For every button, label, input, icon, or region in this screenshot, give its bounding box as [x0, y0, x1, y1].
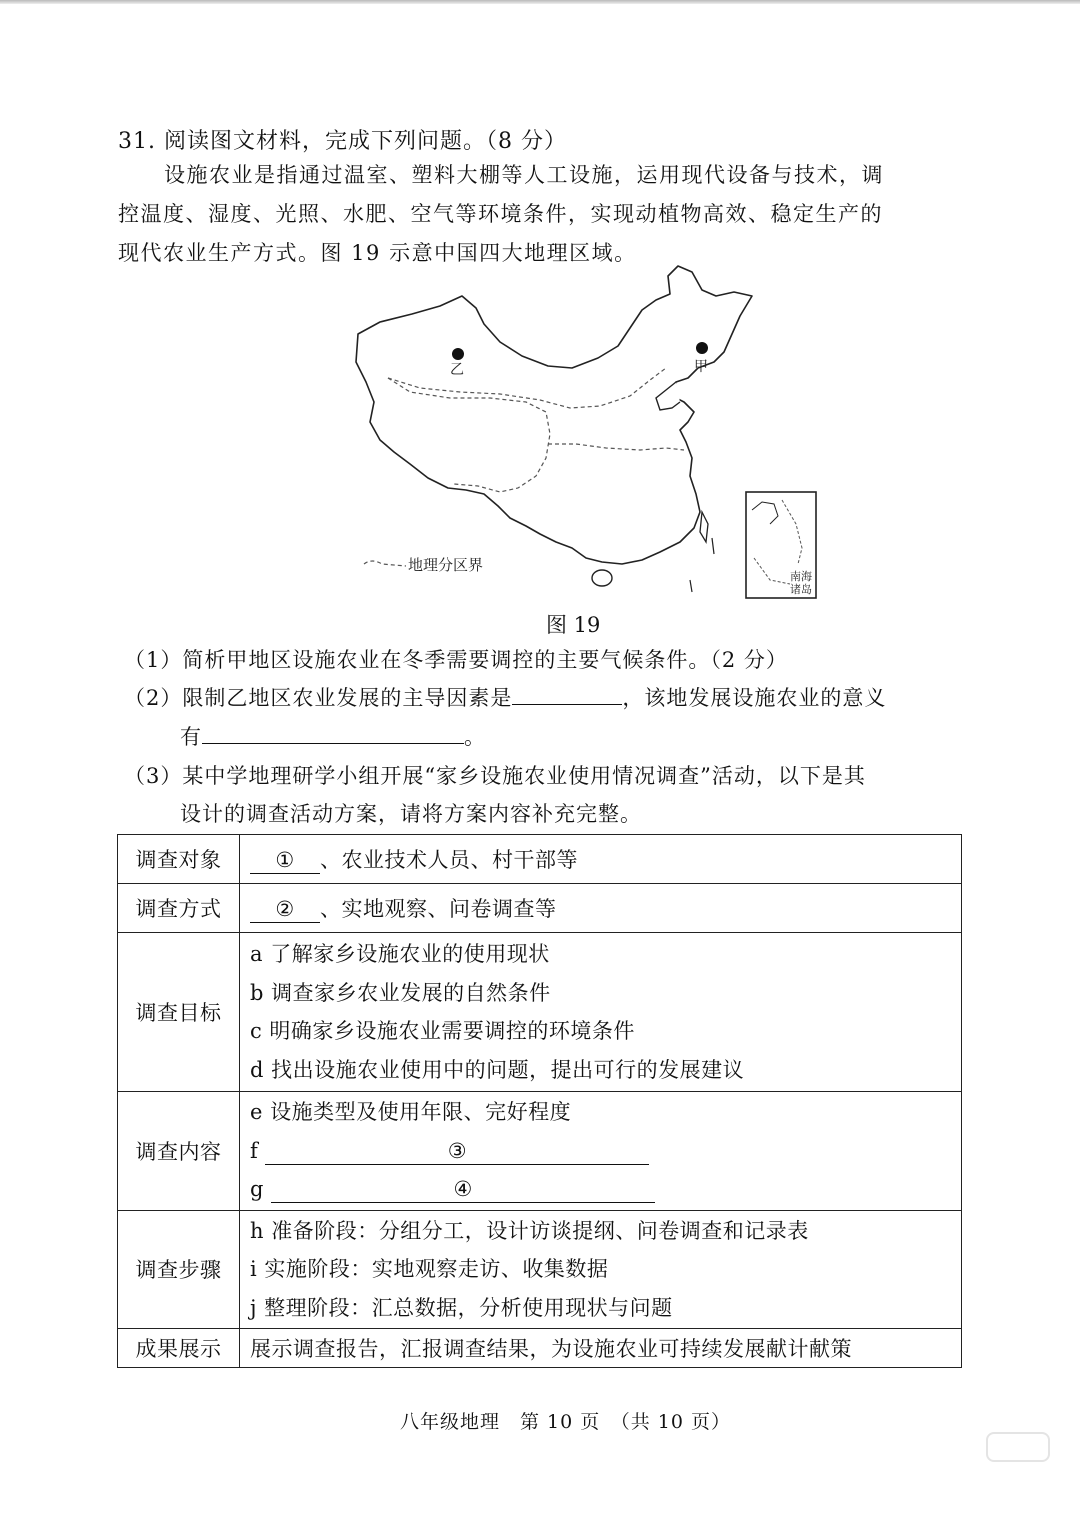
row-content: 展示调查报告，汇报调查结果，为设施农业可持续发展献计献策 — [240, 1329, 962, 1368]
table-row — [118, 1210, 962, 1329]
legend-dash-sample — [364, 561, 406, 566]
china-region-map — [350, 262, 830, 604]
q2-answer-blank — [512, 684, 622, 705]
sub-question-2 — [124, 682, 886, 712]
point-yi-marker — [452, 348, 464, 360]
row-label: 调查内容 — [118, 1092, 240, 1211]
survey-plan-table — [117, 834, 962, 1368]
point-jia-label: 甲 — [694, 359, 708, 375]
goal-item: a 了解家乡设施农业的使用现状 — [250, 942, 550, 966]
paragraph-line: 控温度、湿度、光照、水肥、空气等环境条件，实现动植物高效、稳定生产的 — [118, 202, 883, 226]
q2-line2-prefix: 有 — [180, 725, 202, 749]
row-label: 调查对象 — [118, 835, 240, 884]
legend-label: 地理分区界 — [408, 556, 484, 574]
row-content — [240, 933, 962, 1092]
inset-label-line1: 南海 — [790, 570, 812, 583]
goal-item: c 明确家乡设施农业需要调控的环境条件 — [250, 1019, 635, 1043]
blank-3: ③ — [265, 1138, 649, 1165]
point-yi-label: 乙 — [450, 362, 464, 378]
row-text: 、实地观察、问卷调查等 — [320, 897, 557, 921]
hainan-island — [592, 570, 612, 586]
q2-middle: ，该地发展设施农业的意义 — [622, 686, 887, 710]
inset-label-line2: 诸岛 — [790, 583, 812, 596]
row-label: 调查步骤 — [118, 1210, 240, 1329]
item-prefix: g — [250, 1177, 264, 1201]
row-content — [240, 884, 962, 933]
sub-question-3-line2: 设计的调查活动方案，请将方案内容补充完整。 — [180, 802, 642, 826]
blank-4: ④ — [271, 1176, 655, 1203]
china-outline — [356, 266, 752, 564]
table-row — [118, 933, 962, 1092]
table-row — [118, 835, 962, 884]
row-label: 成果展示 — [118, 1329, 240, 1368]
table-row — [118, 1329, 962, 1368]
content-item-g — [250, 1170, 951, 1209]
q2-prefix: （2）限制乙地区农业发展的主导因素是 — [124, 686, 513, 710]
paragraph-line: 现代农业生产方式。图 19 示意中国四大地理区域。 — [118, 241, 637, 265]
blank-2: ② — [250, 896, 320, 923]
goal-item: d 找出设施农业使用中的问题，提出可行的发展建议 — [250, 1057, 745, 1082]
step-item: j 整理阶段：汇总数据，分析使用现状与问题 — [250, 1295, 673, 1320]
watermark-logo-text — [890, 1478, 1050, 1498]
q2-meaning-blank — [202, 723, 464, 744]
content-item-f — [250, 1132, 951, 1171]
item-prefix: f — [250, 1138, 259, 1163]
paragraph-line: 设施农业是指通过温室、塑料大棚等人工设施，运用现代设备与技术，调 — [164, 163, 884, 187]
goal-item: b 调查家乡农业发展的自然条件 — [250, 980, 551, 1005]
q2-line2-suffix: 。 — [464, 725, 486, 749]
row-text: 、农业技术人员、村干部等 — [320, 848, 578, 872]
scan-top-edge — [0, 0, 1080, 4]
taiwan-island — [700, 512, 708, 542]
content-item: e 设施类型及使用年限、完好程度 — [250, 1100, 572, 1124]
watermark-logo — [986, 1432, 1050, 1462]
point-jia-marker — [696, 342, 708, 354]
question-paragraph — [118, 156, 964, 273]
blank-1: ① — [250, 847, 320, 874]
table-row — [118, 1092, 962, 1211]
sub-question-1: （1）简析甲地区设施农业在冬季需要调控的主要气候条件。（2 分） — [124, 648, 788, 672]
step-item: i 实施阶段：实地观察走访、收集数据 — [250, 1257, 609, 1281]
sub-question-2-line2 — [180, 721, 486, 751]
sub-question-3: （3）某中学地理研学小组开展“家乡设施农业使用情况调查”活动，以下是其 — [124, 764, 866, 788]
row-content — [240, 1210, 962, 1329]
row-content — [240, 835, 962, 884]
row-content — [240, 1092, 962, 1211]
figure-label: 图 19 — [546, 613, 601, 637]
step-item: h 准备阶段：分组分工，设计访谈提纲、问卷调查和记录表 — [250, 1218, 809, 1243]
row-label: 调查目标 — [118, 933, 240, 1092]
row-label: 调查方式 — [118, 884, 240, 933]
page-footer: 八年级地理 第 10 页 （共 10 页） — [400, 1411, 732, 1433]
question-title: 31. 阅读图文材料，完成下列问题。（8 分） — [118, 129, 567, 154]
table-row — [118, 884, 962, 933]
